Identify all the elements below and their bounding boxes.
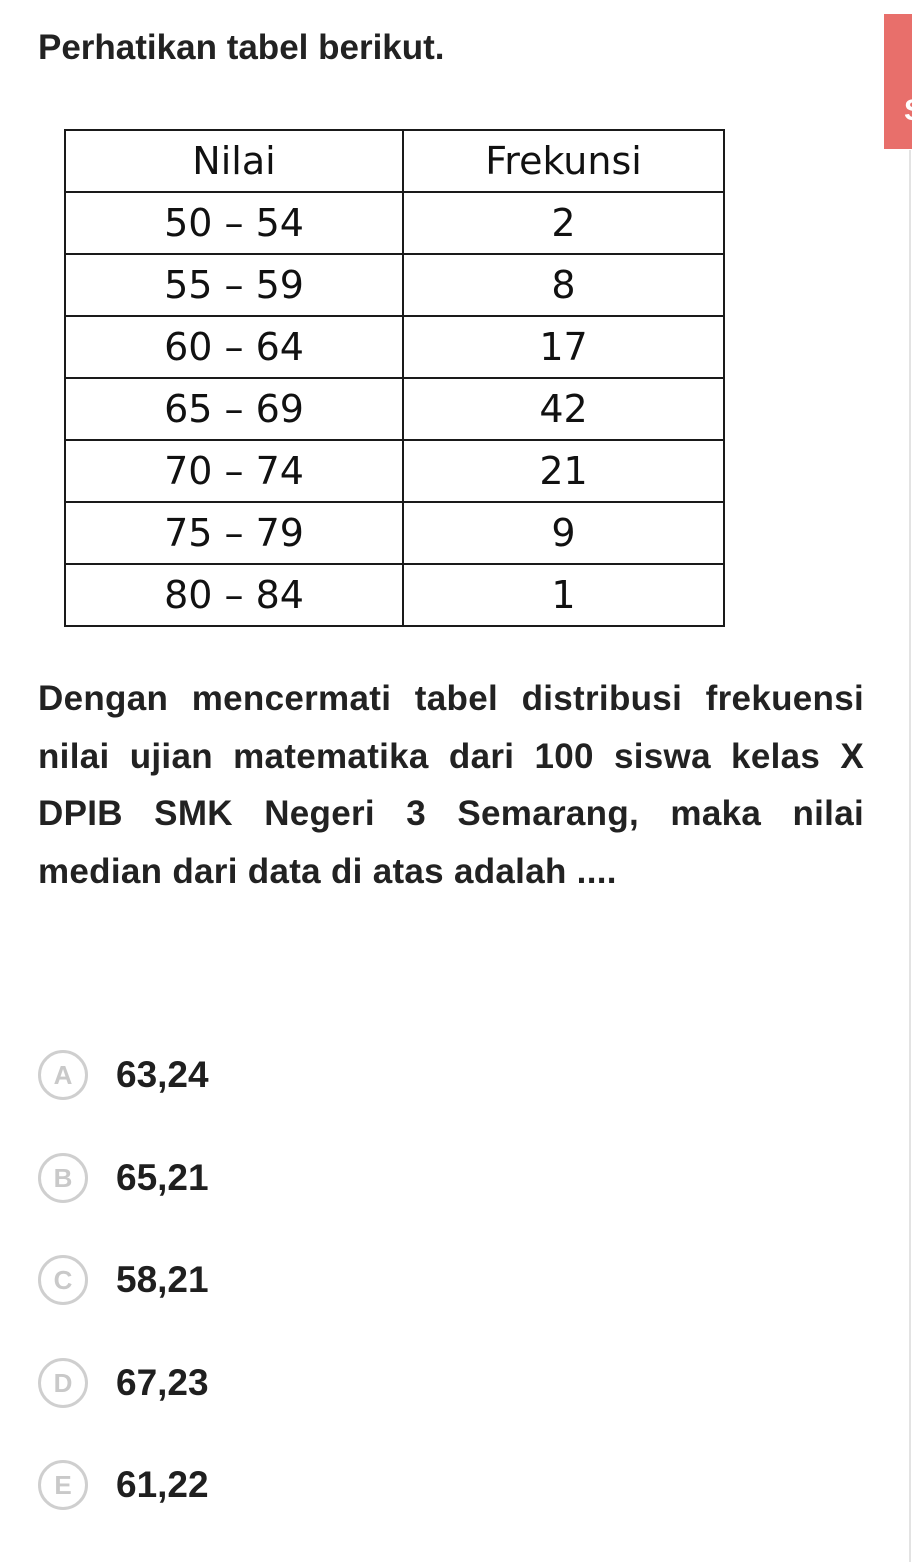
side-tab[interactable] <box>884 14 924 149</box>
option-letter-badge[interactable]: B <box>38 1153 88 1203</box>
table-row <box>65 192 724 254</box>
table-row <box>65 254 724 316</box>
table-cell-frekuensi: 1 <box>403 564 724 626</box>
table-cell-nilai: 65 – 69 <box>65 378 403 440</box>
table-cell-frekuensi: 17 <box>403 316 724 378</box>
option-letter-badge[interactable]: A <box>38 1050 88 1100</box>
option-text[interactable]: 58,21 <box>116 1259 209 1300</box>
answer-option-b[interactable] <box>38 1148 209 1208</box>
table-cell-nilai: 70 – 74 <box>65 440 403 502</box>
question-text: Dengan mencermati tabel distribusi frekuensi nilai ujian matematika dari 100 siswa kelas X DPIB SMK Negeri 3 Semarang, maka nilai median dari data di atas adalah .... <box>38 679 864 891</box>
table-cell-frekuensi: 8 <box>403 254 724 316</box>
answer-option-c[interactable] <box>38 1250 209 1310</box>
table-row <box>65 378 724 440</box>
table-cell-nilai: 75 – 79 <box>65 502 403 564</box>
option-letter-badge[interactable]: D <box>38 1358 88 1408</box>
option-text[interactable]: 65,21 <box>116 1157 209 1198</box>
side-tab-label: S <box>904 94 924 127</box>
option-text[interactable]: 67,23 <box>116 1362 209 1403</box>
table-header-nilai: Nilai <box>65 130 403 192</box>
option-letter-badge[interactable]: E <box>38 1460 88 1510</box>
table-cell-nilai: 60 – 64 <box>65 316 403 378</box>
table-cell-nilai: 80 – 84 <box>65 564 403 626</box>
frequency-table <box>64 129 725 627</box>
table-header-frekuensi: Frekunsi <box>403 130 724 192</box>
table-cell-nilai: 55 – 59 <box>65 254 403 316</box>
answer-option-e[interactable] <box>38 1455 209 1515</box>
option-letter-badge[interactable]: C <box>38 1255 88 1305</box>
option-text[interactable]: 63,24 <box>116 1054 209 1095</box>
question-intro: Perhatikan tabel berikut. <box>38 28 445 67</box>
answer-option-d[interactable] <box>38 1353 209 1413</box>
answer-option-a[interactable] <box>38 1045 209 1105</box>
table-cell-frekuensi: 21 <box>403 440 724 502</box>
table-row <box>65 564 724 626</box>
table-row <box>65 502 724 564</box>
table-cell-frekuensi: 42 <box>403 378 724 440</box>
table-row <box>65 316 724 378</box>
right-border <box>909 150 911 1562</box>
table-cell-frekuensi: 2 <box>403 192 724 254</box>
option-text[interactable]: 61,22 <box>116 1464 209 1505</box>
table-cell-nilai: 50 – 54 <box>65 192 403 254</box>
table-row <box>65 440 724 502</box>
table-header-row <box>65 130 724 192</box>
table-cell-frekuensi: 9 <box>403 502 724 564</box>
